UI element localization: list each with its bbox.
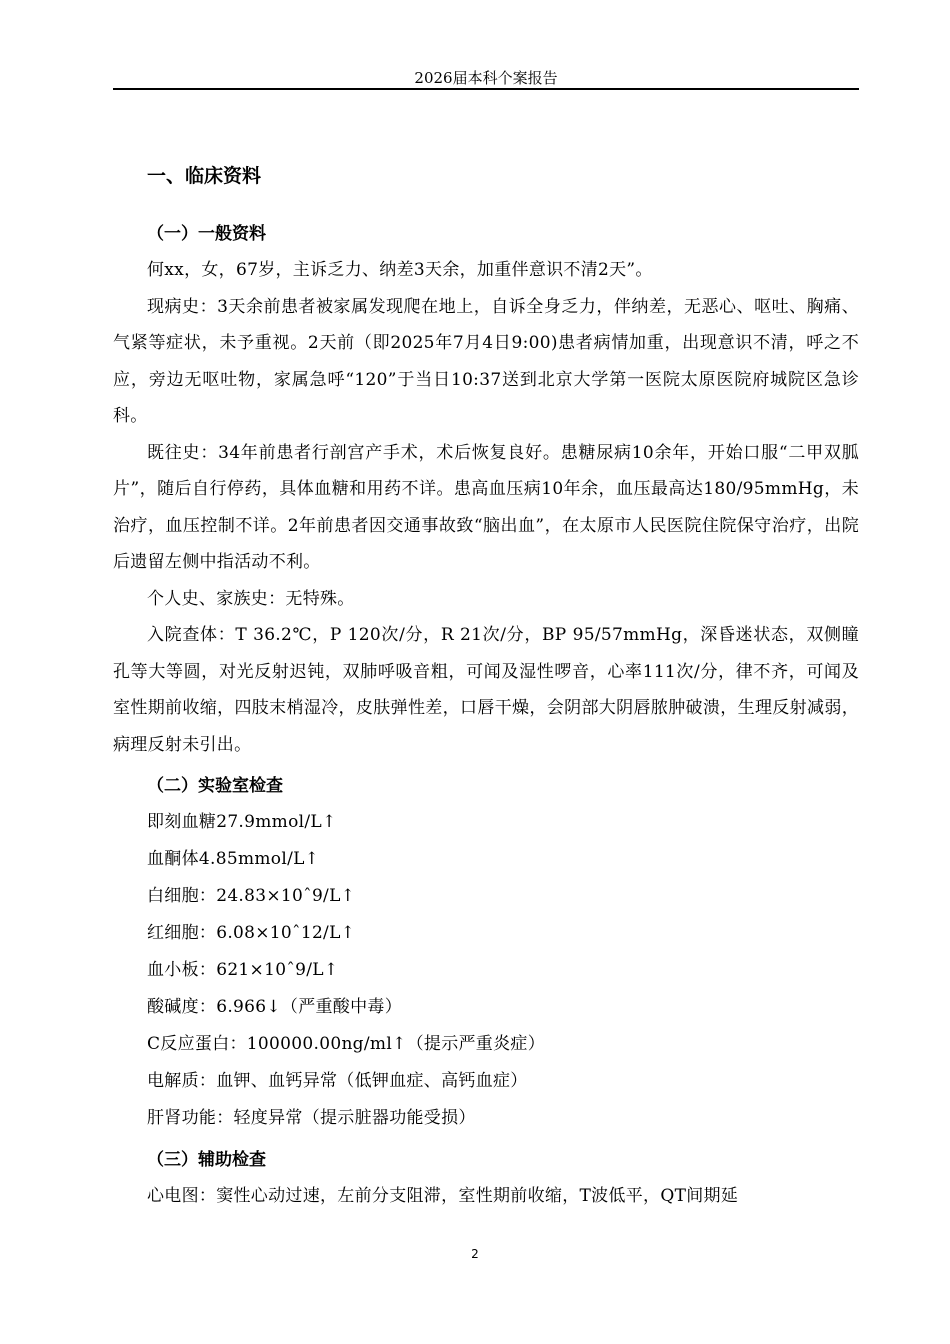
lab-item: C反应蛋白：100000.00ng/ml↑（提示严重炎症） <box>147 1034 545 1054</box>
page-header: 2026届本科个案报告 <box>414 69 558 87</box>
admission-exam: 入院查体：T 36.2℃，P 120次/分，R 21次/分，BP 95/57mmHg，深昏迷状态，双侧瞳孔等大等圆，对光反射迟钝，双肺呼吸音粗，可闻及湿性啰音，心率111次/分，律不齐，可闻及室性期前收缩，四肢末梢湿冷，皮肤弹性差，口唇干燥，会阴部大阴唇脓肿破溃，生理反射减弱，病理反射未引出。 <box>113 625 859 755</box>
ecg-result: 心电图：窦性心动过速，左前分支阻滞，室性期前收缩，T波低平，QT间期延 <box>147 1186 739 1206</box>
lab-item: 酸碱度：6.966↓（严重酸中毒） <box>147 997 403 1017</box>
report-body <box>113 158 859 1215</box>
lab-item: 血小板：621×10ˆ9/L↑ <box>147 960 339 980</box>
aux-exam-heading: （三）辅助检查 <box>147 1150 266 1170</box>
lab-item: 即刻血糖27.9mmol/L↑ <box>147 812 337 832</box>
personal-family-history: 个人史、家族史：无特殊。 <box>147 588 355 609</box>
lab-item: 肝肾功能：轻度异常（提示脏器功能受损） <box>147 1108 476 1128</box>
header-rule <box>113 88 859 90</box>
lab-item: 电解质：血钾、血钙异常（低钾血症、高钙血症） <box>147 1071 528 1091</box>
lab-results-list <box>113 804 859 1137</box>
section-title: 一、临床资料 <box>147 165 262 187</box>
present-illness: 现病史：3天余前患者被家属发现爬在地上，自诉全身乏力，伴纳差，无恶心、呕吐、胸痛、气紧等症状，未予重视。2天前（即2025年7月4日9:00)患者病情加重，出现意识不清，呼之不应，旁边无呕吐物，家属急呼“120”于当日10:37送到北京大学第一医院太原医院府城院区急诊科。 <box>113 296 859 426</box>
lab-heading: （二）实验室检查 <box>147 776 283 796</box>
lab-item: 白细胞：24.83×10ˆ9/L↑ <box>147 886 356 906</box>
general-info-heading: （一）一般资料 <box>147 224 266 244</box>
past-history: 既往史：34年前患者行剖宫产手术，术后恢复良好。患糖尿病10余年，开始口服“二甲双胍片”，随后自行停药，具体血糖和用药不详。患高血压病10年余，血压最高达180/95mmHg，未治疗，血压控制不详。2年前患者因交通事故致“脑出血”，在太原市人民医院住院保守治疗，出院后遗留左侧中指活动不利。 <box>113 442 859 572</box>
patient-summary: 何xx，女，67岁，主诉乏力、纳差3天余，加重伴意识不清2天”。 <box>147 260 653 280</box>
lab-item: 红细胞：6.08×10ˆ12/L↑ <box>147 923 356 943</box>
page-number: 2 <box>471 1247 479 1261</box>
lab-item: 血酮体4.85mmol/L↑ <box>147 849 320 869</box>
